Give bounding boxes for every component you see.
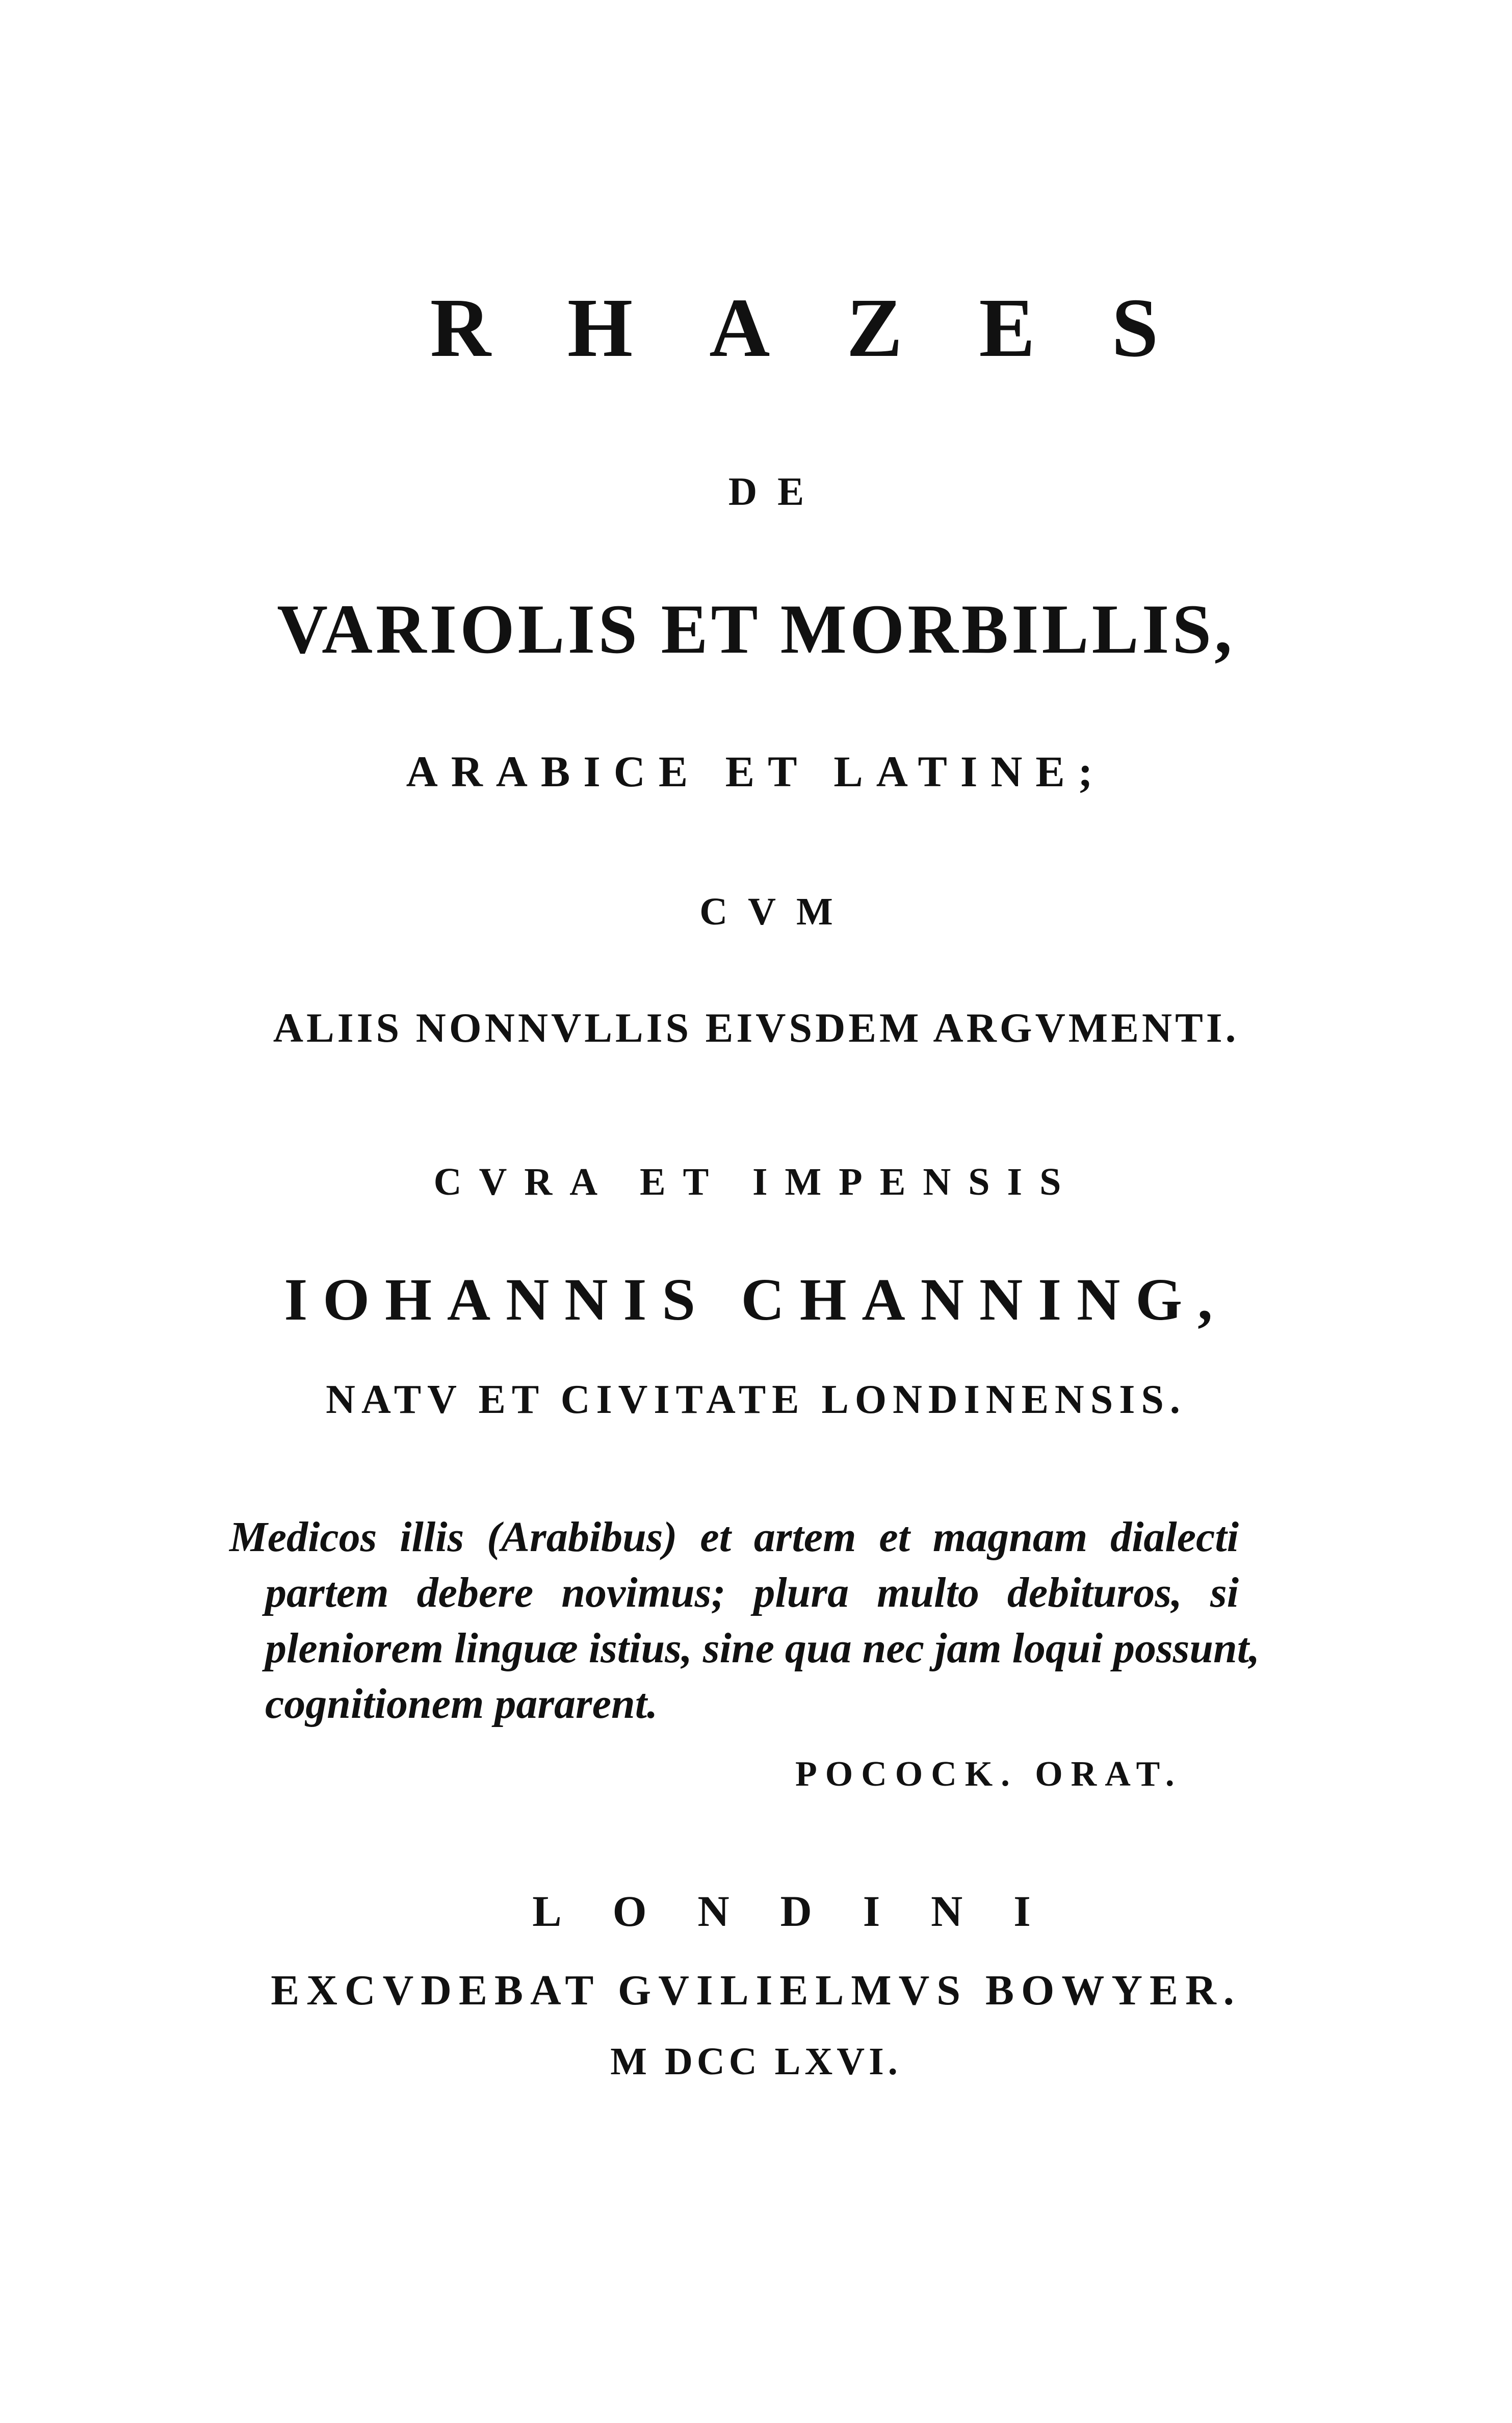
epigraph-line: pleniorem linguæ istius, sine qua nec jam loqui possunt, bbox=[265, 1625, 1260, 1672]
editor-origin: NATV ET CIVITATE LONDINENSIS. bbox=[326, 1377, 1186, 1422]
editor-name: IOHANNIS CHANNING, bbox=[284, 1266, 1228, 1333]
book-title: VARIOLIS ET MORBILLIS, bbox=[277, 590, 1235, 668]
languages-line: ARABICE ET LATINE; bbox=[406, 747, 1106, 796]
epigraph-line: cognitionem pararent. bbox=[265, 1680, 658, 1728]
subtitle: ALIIS NONNVLLIS EIVSDEM ARGVMENTI. bbox=[273, 1004, 1239, 1051]
author-heading: RHAZES bbox=[430, 281, 1235, 374]
imprint-printer: EXCVDEBAT GVILIELMVS BOWYER. bbox=[271, 1967, 1241, 2014]
epigraph-source: POCOCK. ORAT. bbox=[795, 1755, 1183, 1794]
imprint-place: LONDINI bbox=[532, 1887, 1082, 1936]
epigraph-line: partem debere novimus; plura multo debituros, si bbox=[265, 1569, 1239, 1616]
preposition-de: DE bbox=[728, 469, 825, 513]
epigraph-line: Medicos illis (Arabibus) et artem et magnam dialecti bbox=[229, 1513, 1239, 1561]
epigraph bbox=[229, 1509, 1260, 1732]
imprint-year: M DCC LXVI. bbox=[610, 2040, 902, 2083]
cum-line: CVM bbox=[699, 890, 853, 933]
cura-line: CVRA ET IMPENSIS bbox=[433, 1161, 1079, 1203]
